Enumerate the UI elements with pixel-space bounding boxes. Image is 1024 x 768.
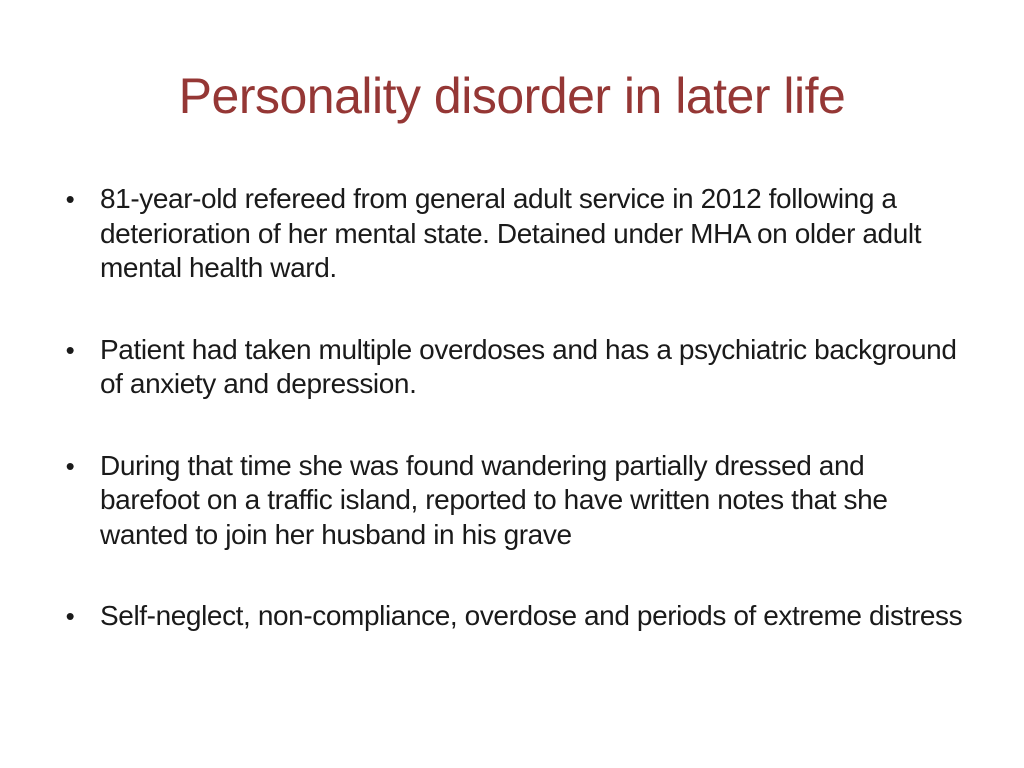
bullet-point-icon: • — [65, 601, 75, 631]
slide-title: Personality disorder in later life — [178, 68, 846, 124]
bullet-item — [60, 182, 970, 286]
bullet-item — [60, 599, 970, 634]
bullet-point-icon: • — [65, 450, 75, 481]
bullet-text: Patient had taken multiple overdoses and has a psychiatric background of anxiety and depression. — [100, 333, 957, 399]
bullet-text: During that time she was found wandering partially dressed and barefoot on a traffic island, reported to have written notes that she wanted to join her husband in his grave — [100, 449, 888, 550]
bullet-list — [60, 182, 970, 634]
bullet-text: 81-year-old refereed from general adult service in 2012 following a deterioration of her mental state. Detained under MHA on older adult mental health ward. — [100, 183, 922, 283]
bullet-text: Self-neglect, non-compliance, overdose and periods of extreme distress — [100, 600, 963, 631]
bullet-item — [60, 449, 970, 553]
bullet-item — [60, 333, 970, 402]
bullet-point-icon: • — [65, 184, 75, 214]
bullet-point-icon: • — [65, 334, 75, 365]
